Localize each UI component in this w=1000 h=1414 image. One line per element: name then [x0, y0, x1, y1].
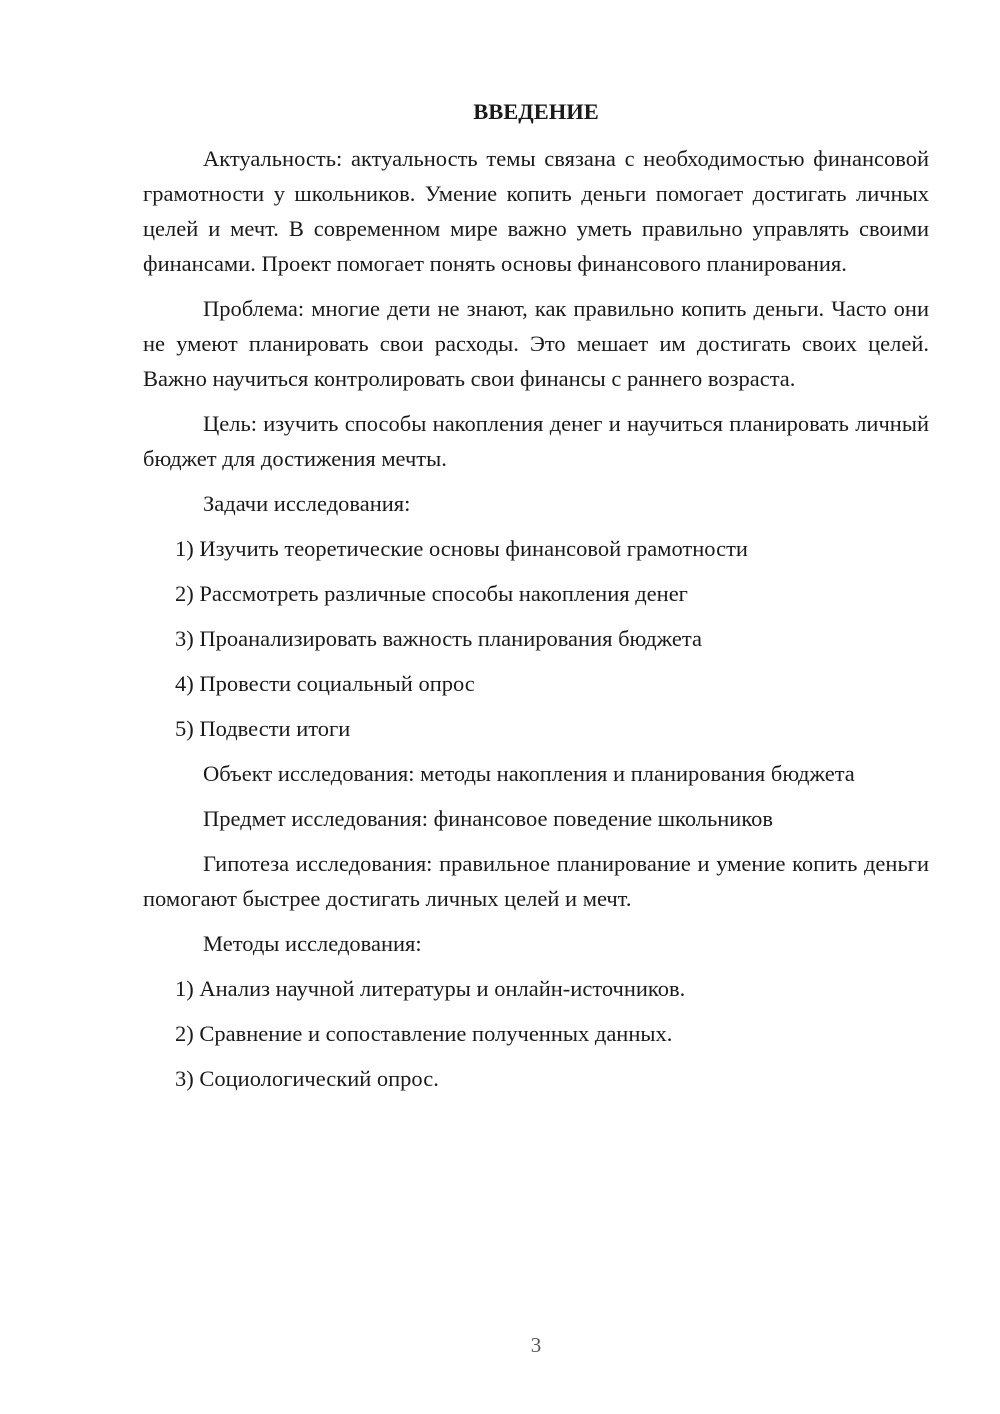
relevance-paragraph: Актуальность: актуальность темы связана с необходимостью финансовой грамотности у школьников. Умение копить деньги помогает достигать личных целей и мечт. В современном мире важно уметь правильно управлять своими финансами. Проект помогает понять основы финансового планирования. [143, 146, 929, 276]
methods-list [143, 971, 929, 1096]
object-paragraph: Объект исследования: методы накопления и планирования бюджета [203, 761, 855, 786]
subject-paragraph: Предмет исследования: финансовое поведение школьников [203, 806, 774, 831]
problem-paragraph: Проблема: многие дети не знают, как правильно копить деньги. Часто они не умеют планировать свои расходы. Это мешает им достигать своих целей. Важно научиться контролировать свои финансы с раннего возраста. [143, 296, 929, 391]
tasks-list [143, 531, 929, 746]
task-item: 4) Провести социальный опрос [175, 671, 475, 696]
method-item: 1) Анализ научной литературы и онлайн-источников. [175, 976, 686, 1001]
method-item: 3) Социологический опрос. [175, 1066, 439, 1091]
method-item: 2) Сравнение и сопоставление полученных данных. [175, 1021, 673, 1046]
task-item: 5) Подвести итоги [175, 716, 351, 741]
methods-heading: Методы исследования: [203, 931, 422, 956]
document-page [143, 94, 929, 1106]
task-item: 1) Изучить теоретические основы финансовой грамотности [175, 536, 748, 561]
tasks-heading: Задачи исследования: [203, 491, 411, 516]
goal-paragraph: Цель: изучить способы накопления денег и научиться планировать личный бюджет для достижения мечты. [143, 411, 929, 471]
task-item: 2) Рассмотреть различные способы накопления денег [175, 581, 688, 606]
task-item: 3) Проанализировать важность планирования бюджета [175, 626, 702, 651]
page-number: 3 [530, 1333, 542, 1357]
section-title: ВВЕДЕНИЕ [473, 99, 599, 124]
hypothesis-paragraph: Гипотеза исследования: правильное планирование и умение копить деньги помогают быстрее достигать личных целей и мечт. [143, 851, 929, 911]
